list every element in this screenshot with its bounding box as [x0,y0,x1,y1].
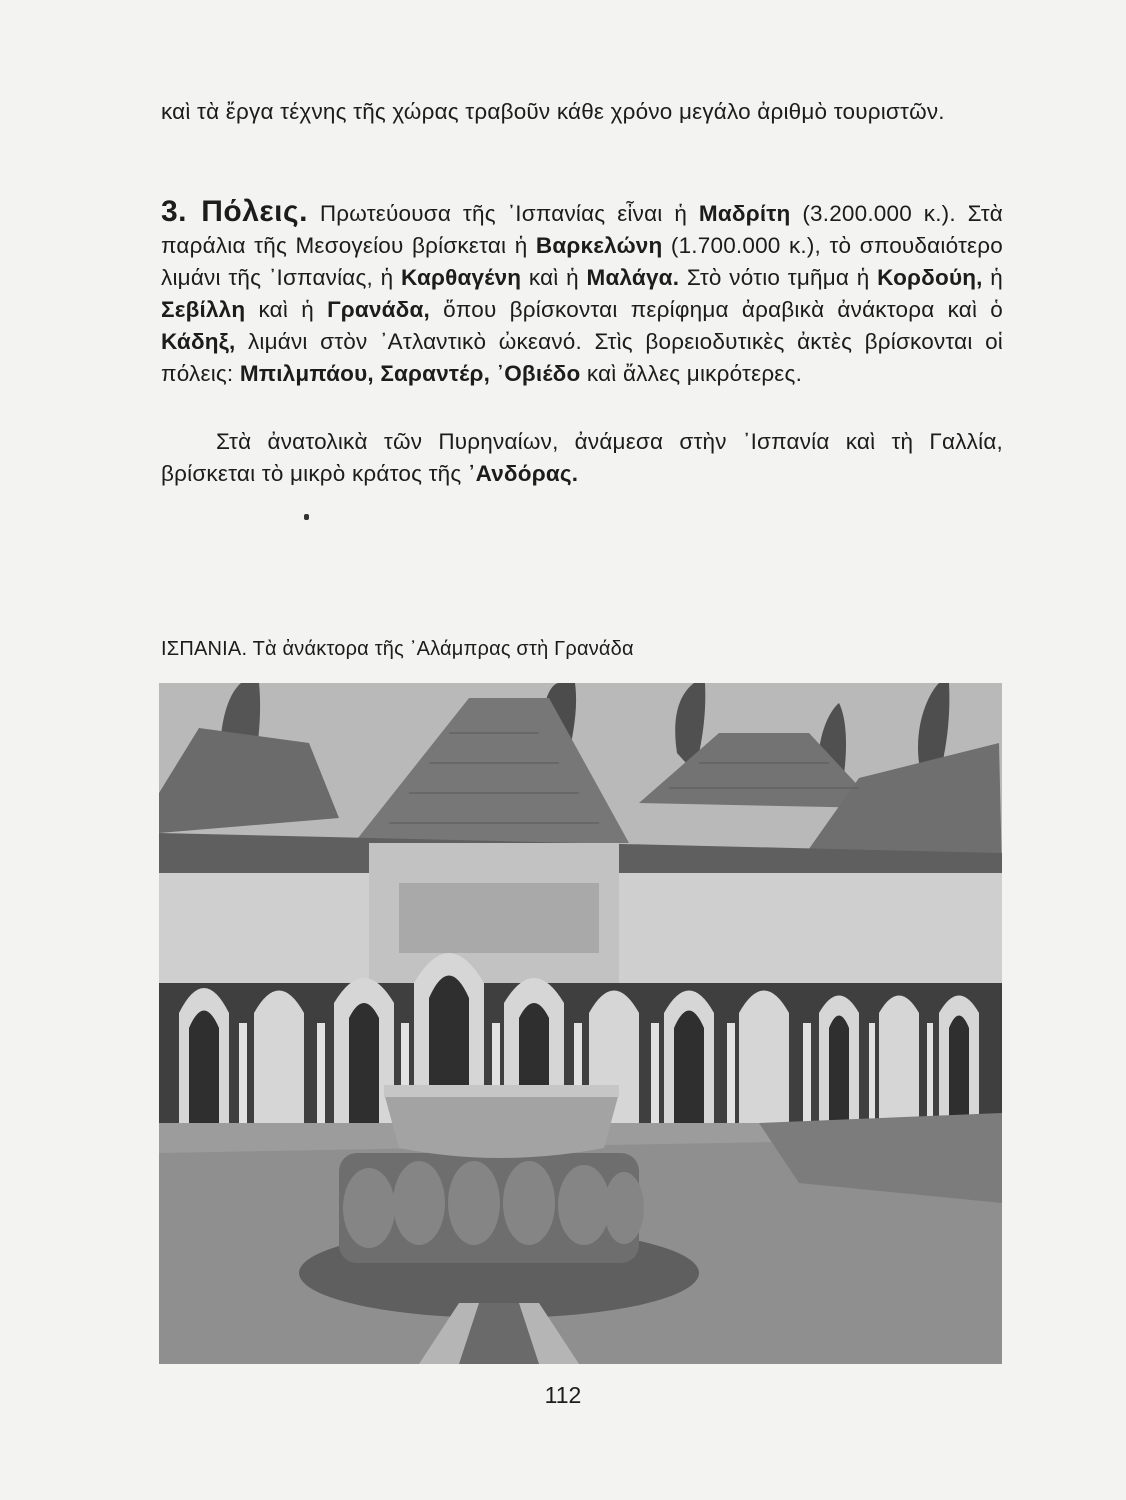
city-sevilla: Σεβίλλη [161,297,246,322]
text-run: καὶ ἡ [258,297,314,322]
text-run: ἡ [990,265,1004,290]
ink-speck [304,514,309,520]
text-run: λιμάνι στὸν ᾿Ατλαντικὸ ὠκεανό. Στὶς βορειοδυτικὲς ἀκτὲς βρίσκονται οἱ πόλεις: [161,329,1003,386]
city-bilbao: Μπιλμπάου, [239,361,374,386]
paragraph-text: καὶ τὰ ἔργα τέχνης τῆς χώρας τραβοῦν κάθε χρόνο μεγάλο ἀριθμὸ τουριστῶν. [161,99,945,124]
paragraph-andorra [161,426,1003,490]
alhambra-photo [159,683,1002,1364]
alhambra-illustration [159,683,1002,1364]
text-run: Στὰ ἀνατολικὰ τῶν Πυρηναίων, ἀνάμεσα στὴν ᾿Ισπανία καὶ τὴ Γαλλία, βρίσκεται τὸ μικρὸ κράτος τῆς [161,429,1003,486]
city-barcelona: Βαρκελώνη [535,233,663,258]
text-run: (3.200.000 κ.). Στὰ παράλια τῆς Μεσογείου βρίσκεται ἡ [161,201,1004,258]
country-andorra: ᾿Ανδόρας. [467,461,579,486]
text-run: Πρωτεύουσα τῆς ᾿Ισπανίας εἶναι ἡ [319,201,688,226]
city-cordoba: Κορδούη, [877,265,983,290]
city-cartagena: Καρθαγένη [401,265,522,290]
paragraph-tourism [161,96,1003,128]
text-run: Στὸ νότιο τμῆμα ἡ [686,265,870,290]
section-heading: 3. Πόλεις. [161,195,308,228]
text-run: (1.700.000 κ.), τὸ σπουδαιότερο λιμάνι τῆς ᾿Ισπανίας, ἡ [161,233,1003,290]
city-santander-oviedo: Σαραντέρ, ᾿Οβιέδο [380,361,581,386]
city-cadiz: Κάδηξ, [161,329,236,354]
text-run: καὶ ἄλλες μικρότερες. [586,361,803,386]
text-run: ὅπου βρίσκονται περίφημα ἀραβικὰ ἀνάκτορα καὶ ὁ [443,297,1003,322]
figure-caption: ΙΣΠΑΝΙΑ. Τὰ ἀνάκτορα τῆς ᾿Αλάμπρας στὴ Γρανάδα [161,638,634,660]
city-malaga: Μαλάγα. [586,265,680,290]
city-madrid: Μαδρίτη [698,201,791,226]
page-number: 112 [544,1382,582,1408]
paragraph-cities [161,196,1003,390]
text-run: καὶ ἡ [528,265,579,290]
city-granada: Γρανάδα, [327,297,431,322]
